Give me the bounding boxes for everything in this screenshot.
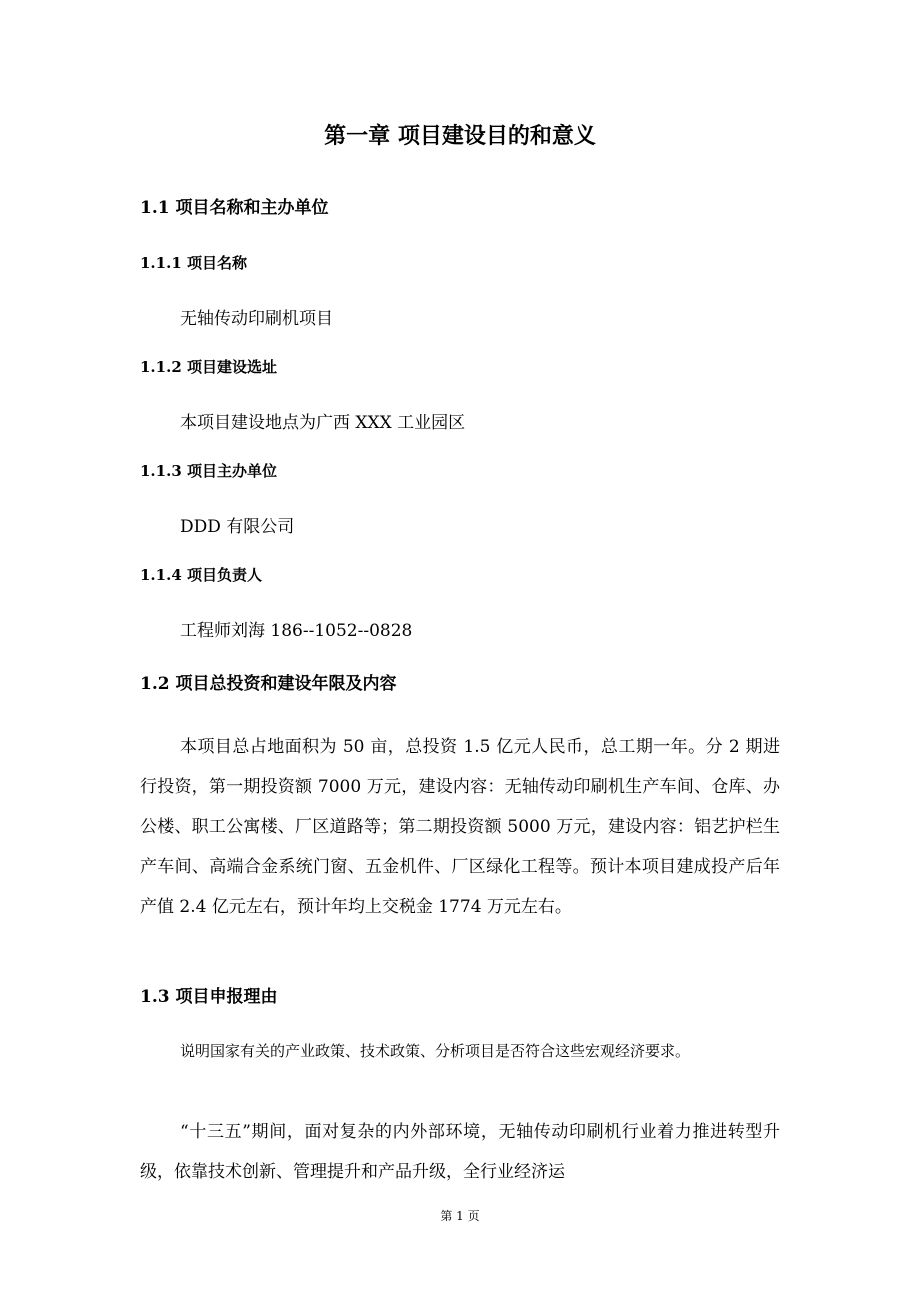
paragraph-industry: “十三五”期间，面对复杂的内外部环境，无轴传动印刷机行业着力推进转型升级，依靠技术创新、管理提升和产品升级，全行业经济运 — [140, 1122, 780, 1182]
section-heading-1-1-3: 1.1.3 项目主办单位 — [140, 462, 277, 480]
section-heading-1-3: 1.3 项目申报理由 — [140, 987, 278, 1007]
paragraph-project-sponsor: DDD 有限公司 — [180, 517, 295, 537]
paragraph-investment: 本项目总占地面积为 50 亩，总投资 1.5 亿元人民币，总工期一年。分 2 期进行投资，第一期投资额 7000 万元，建设内容：无轴传动印刷机生产车间、仓库、办公楼、职工公寓楼、厂区道路等；第二期投资额 5000 万元，建设内容：铝艺护栏生产车间、高端合金系统门窗、五金机件、厂区绿化工程等。预计本项目建成投产后年产值 2.4 亿元左右，预计年均上交税金 1774 万元左右。 — [140, 737, 780, 917]
section-heading-1-1-1: 1.1.1 项目名称 — [140, 254, 247, 272]
page-footer: 第 1 页 — [440, 1209, 480, 1223]
paragraph-policy: 说明国家有关的产业政策、技术政策、分析项目是否符合这些宏观经济要求。 — [180, 1042, 691, 1060]
section-heading-1-2: 1.2 项目总投资和建设年限及内容 — [140, 674, 397, 694]
paragraph-project-leader: 工程师刘海 186--1052--0828 — [180, 621, 413, 641]
section-heading-1-1-2: 1.1.2 项目建设选址 — [140, 358, 277, 376]
paragraph-project-site: 本项目建设地点为广西 XXX 工业园区 — [180, 413, 466, 433]
section-heading-1-1-4: 1.1.4 项目负责人 — [140, 566, 262, 584]
section-heading-1-1: 1.1 项目名称和主办单位 — [140, 198, 329, 218]
chapter-title: 第一章 项目建设目的和意义 — [324, 123, 596, 149]
paragraph-project-name: 无轴传动印刷机项目 — [180, 309, 333, 329]
